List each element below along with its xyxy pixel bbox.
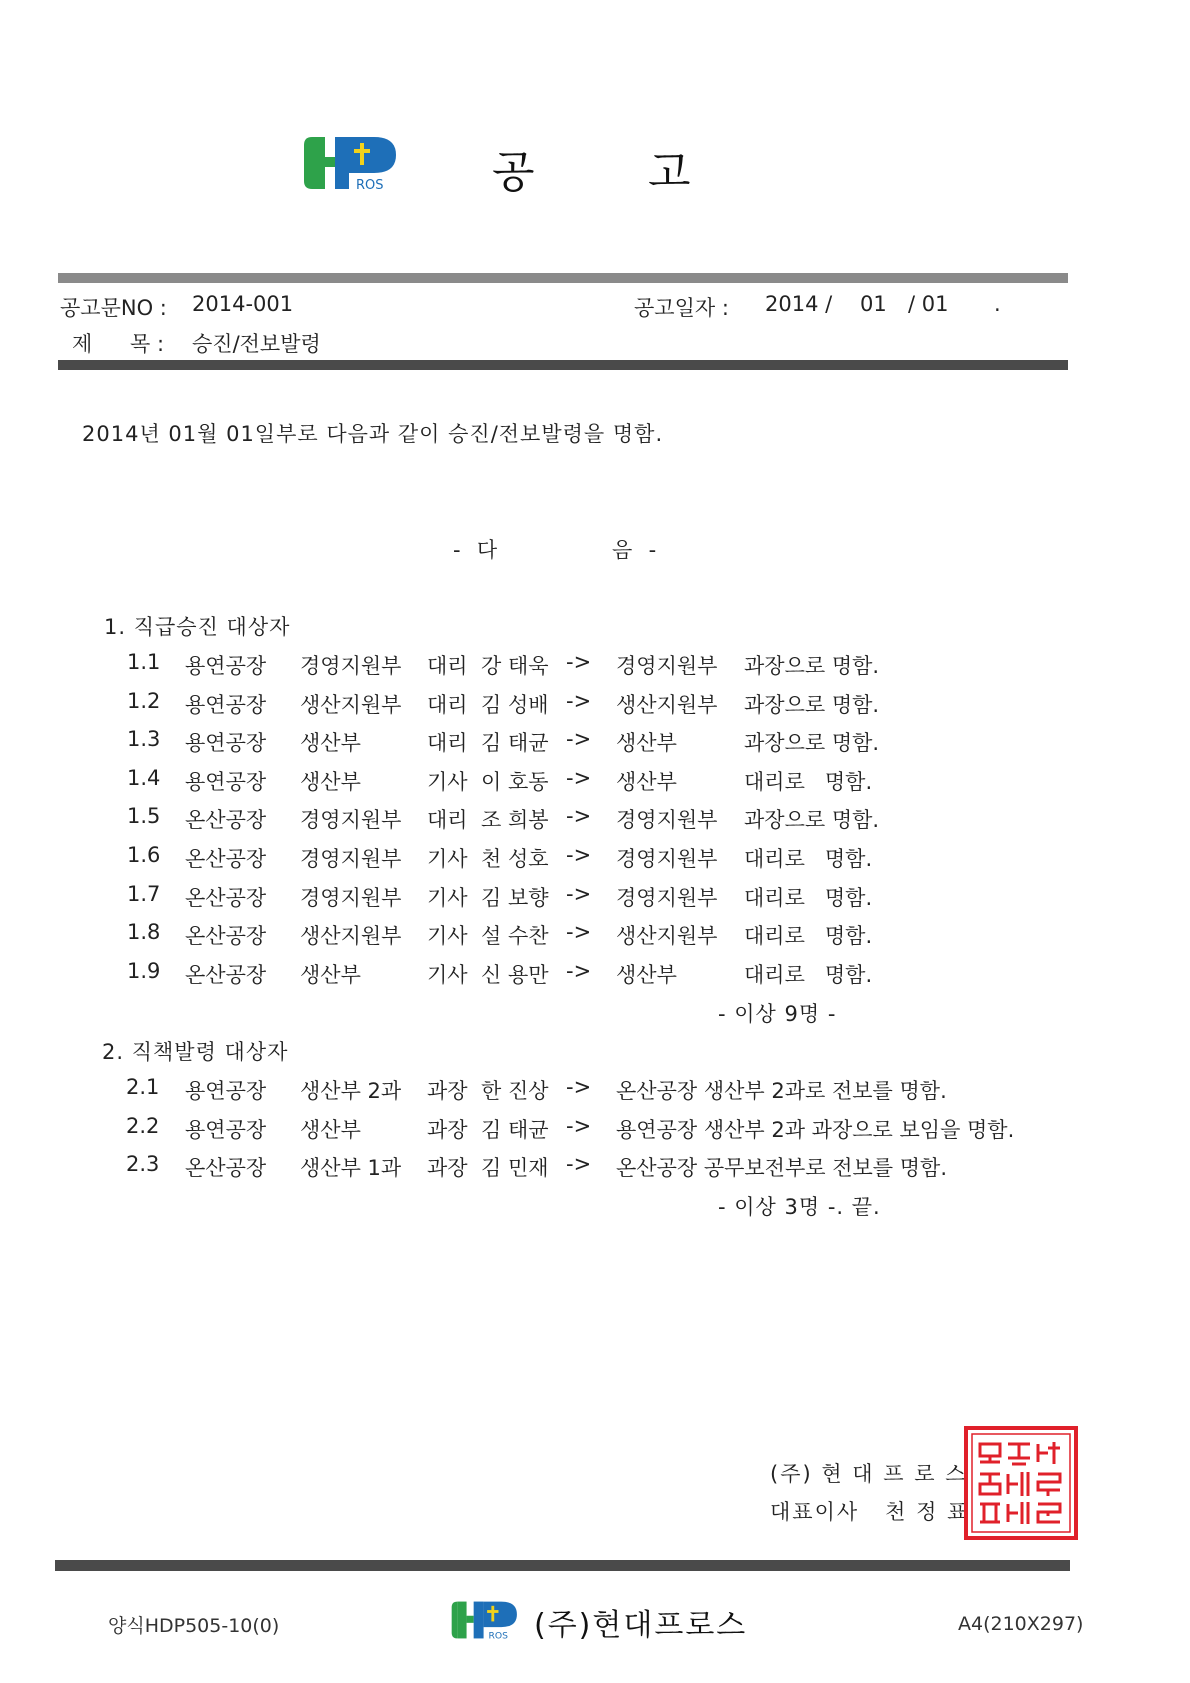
svg-text:ROS: ROS xyxy=(488,1630,509,1642)
promotion-result: 대리로 명함. xyxy=(744,962,873,987)
paper-size: A4(210X297) xyxy=(958,1613,1084,1635)
promotion-name: 설 수찬 xyxy=(481,924,549,949)
assignment-row xyxy=(0,1114,1190,1150)
assignment-plant: 온산공장 xyxy=(185,1156,267,1181)
form-number: 양식HDP505-10(0) xyxy=(108,1615,280,1637)
promotion-plant: 온산공장 xyxy=(185,885,267,910)
assignment-result: 용연공장 생산부 2과 과장으로 보임을 명함. xyxy=(616,1117,1015,1142)
promotion-result: 대리로 명함. xyxy=(744,769,873,794)
assignment-arrow: -> xyxy=(566,1113,592,1138)
assignment-no: 2.1 xyxy=(126,1075,160,1099)
promotion-plant: 온산공장 xyxy=(185,962,267,987)
svg-text:ROS: ROS xyxy=(356,178,384,193)
section1-title: 1. 직급승진 대상자 xyxy=(104,615,291,639)
doc-no-label: 공고문NO : xyxy=(60,296,167,320)
promotion-rank: 대리 xyxy=(427,731,468,756)
company-logo xyxy=(296,133,406,193)
footer-company-name: (주)현대프로스 xyxy=(534,1608,748,1643)
promotion-new-dept: 생산부 xyxy=(616,731,677,756)
promotion-row xyxy=(0,689,1190,725)
promotion-name: 신 용만 xyxy=(481,962,549,987)
promotion-no: 1.7 xyxy=(127,881,161,906)
promotion-row xyxy=(0,766,1190,802)
assignment-rank: 과장 xyxy=(427,1156,468,1181)
promotion-rank: 대리 xyxy=(427,654,468,678)
promotion-result: 대리로 명함. xyxy=(744,924,873,949)
assignment-no: 2.3 xyxy=(126,1152,160,1177)
section1-total: - 이상 9명 - xyxy=(718,1002,837,1026)
promotion-new-dept: 생산지원부 xyxy=(616,924,718,949)
assignment-dept: 생산부 1과 xyxy=(300,1156,402,1181)
promotion-new-dept: 생산지원부 xyxy=(616,692,718,717)
assignment-dept: 생산부 xyxy=(300,1117,361,1142)
promotion-name: 김 태균 xyxy=(481,731,549,756)
company-seal xyxy=(962,1424,1080,1542)
assignment-rank: 과장 xyxy=(427,1079,468,1103)
signature-ceo: 대표이사 천 정 표 xyxy=(770,1500,970,1524)
promotion-rank: 기사 xyxy=(427,769,468,794)
date-end: . xyxy=(994,292,1001,316)
assignment-arrow: -> xyxy=(566,1152,592,1177)
footer-logo xyxy=(446,1597,524,1643)
promotion-dept: 경영지원부 xyxy=(300,808,402,833)
promotion-dept: 생산지원부 xyxy=(300,692,402,717)
promotion-result: 과장으로 명함. xyxy=(744,808,880,833)
doc-no-value: 2014-001 xyxy=(192,292,294,316)
promotion-name: 김 성배 xyxy=(481,692,549,717)
promotion-name: 천 성호 xyxy=(481,847,549,871)
promotion-dept: 생산부 xyxy=(300,731,361,756)
promotion-name: 조 희봉 xyxy=(481,808,549,833)
promotion-arrow: -> xyxy=(566,804,592,829)
promotion-new-dept: 경영지원부 xyxy=(616,808,718,833)
heading-right: 음 - xyxy=(612,538,658,562)
promotion-no: 1.5 xyxy=(127,804,161,829)
promotion-dept: 생산부 xyxy=(300,962,361,987)
promotion-no: 1.4 xyxy=(127,765,161,790)
title-char-2: 고 xyxy=(648,147,691,198)
promotion-arrow: -> xyxy=(566,881,592,906)
promotion-result: 대리로 명함. xyxy=(744,847,873,871)
assignment-dept: 생산부 2과 xyxy=(300,1079,402,1103)
promotion-plant: 용연공장 xyxy=(185,692,267,717)
assignment-plant: 용연공장 xyxy=(185,1079,267,1103)
promotion-no: 1.9 xyxy=(127,958,161,983)
promotion-arrow: -> xyxy=(566,765,592,790)
promotion-new-dept: 경영지원부 xyxy=(616,885,718,910)
promotion-arrow: -> xyxy=(566,688,592,713)
promotion-plant: 온산공장 xyxy=(185,808,267,833)
date-label: 공고일자 : xyxy=(634,296,729,320)
assignment-plant: 용연공장 xyxy=(185,1117,267,1142)
promotion-no: 1.2 xyxy=(127,688,161,713)
promotion-rank: 기사 xyxy=(427,885,468,910)
assignment-result: 온산공장 공무보전부로 전보를 명함. xyxy=(616,1156,947,1181)
promotion-dept: 경영지원부 xyxy=(300,847,402,871)
assignment-rank: 과장 xyxy=(427,1117,468,1142)
promotion-row xyxy=(0,959,1190,995)
promotion-rank: 기사 xyxy=(427,847,468,871)
promotion-new-dept: 생산부 xyxy=(616,962,677,987)
promotion-arrow: -> xyxy=(566,958,592,983)
subject-label-2: 목 : xyxy=(130,332,165,356)
assignment-name: 김 민재 xyxy=(481,1156,549,1181)
promotion-result: 과장으로 명함. xyxy=(744,654,880,678)
promotion-dept: 생산부 xyxy=(300,769,361,794)
promotion-row xyxy=(0,650,1190,686)
promotion-arrow: -> xyxy=(566,843,592,867)
promotion-arrow: -> xyxy=(566,920,592,945)
assignment-result: 온산공장 생산부 2과로 전보를 명함. xyxy=(616,1079,947,1103)
promotion-arrow: -> xyxy=(566,650,592,674)
footer-rule xyxy=(55,1560,1070,1571)
title-char-1: 공 xyxy=(492,147,535,198)
date-year: 2014 / xyxy=(765,292,833,316)
promotion-new-dept: 경영지원부 xyxy=(616,847,718,871)
promotion-rank: 대리 xyxy=(427,692,468,717)
middle-rule xyxy=(58,360,1068,370)
promotion-row xyxy=(0,843,1190,879)
promotion-result: 대리로 명함. xyxy=(744,885,873,910)
promotion-new-dept: 경영지원부 xyxy=(616,654,718,678)
subject-label-1: 제 xyxy=(72,332,93,356)
promotion-name: 강 태욱 xyxy=(481,654,549,678)
promotion-plant: 용연공장 xyxy=(185,769,267,794)
promotion-name: 김 보향 xyxy=(481,885,549,910)
promotion-new-dept: 생산부 xyxy=(616,769,677,794)
promotion-dept: 경영지원부 xyxy=(300,885,402,910)
heading-left: - 다 xyxy=(453,538,499,562)
promotion-plant: 용연공장 xyxy=(185,731,267,756)
assignment-no: 2.2 xyxy=(126,1113,160,1138)
promotion-rank: 기사 xyxy=(427,924,468,949)
promotion-name: 이 호동 xyxy=(481,769,549,794)
intro-text: 2014년 01월 01일부로 다음과 같이 승진/전보발령을 명함. xyxy=(82,422,664,446)
promotion-plant: 온산공장 xyxy=(185,924,267,949)
assignment-row xyxy=(0,1075,1190,1111)
subject-value: 승진/전보발령 xyxy=(192,332,321,356)
promotion-no: 1.8 xyxy=(127,920,161,945)
top-rule xyxy=(58,273,1068,283)
promotion-row xyxy=(0,727,1190,763)
date-day: / 01 xyxy=(908,292,949,316)
promotion-rank: 기사 xyxy=(427,962,468,987)
date-month: 01 xyxy=(860,292,887,316)
promotion-no: 1.3 xyxy=(127,727,161,752)
assignment-name: 한 진상 xyxy=(481,1079,549,1103)
promotion-arrow: -> xyxy=(566,727,592,752)
promotion-dept: 경영지원부 xyxy=(300,654,402,678)
signature-company: (주) 현 대 프 로 스 xyxy=(770,1462,968,1486)
promotion-row xyxy=(0,882,1190,918)
promotion-row xyxy=(0,920,1190,956)
assignment-arrow: -> xyxy=(566,1075,592,1099)
promotion-plant: 온산공장 xyxy=(185,847,267,871)
promotion-rank: 대리 xyxy=(427,808,468,833)
section2-title: 2. 직책발령 대상자 xyxy=(102,1040,289,1064)
promotion-no: 1.1 xyxy=(127,650,161,674)
promotion-plant: 용연공장 xyxy=(185,654,267,678)
promotion-result: 과장으로 명함. xyxy=(744,692,880,717)
assignment-row xyxy=(0,1152,1190,1188)
promotion-no: 1.6 xyxy=(127,843,161,867)
section2-total: - 이상 3명 -. 끝. xyxy=(718,1195,881,1219)
assignment-name: 김 태균 xyxy=(481,1117,549,1142)
promotion-result: 과장으로 명함. xyxy=(744,731,880,756)
promotion-row xyxy=(0,804,1190,840)
promotion-dept: 생산지원부 xyxy=(300,924,402,949)
